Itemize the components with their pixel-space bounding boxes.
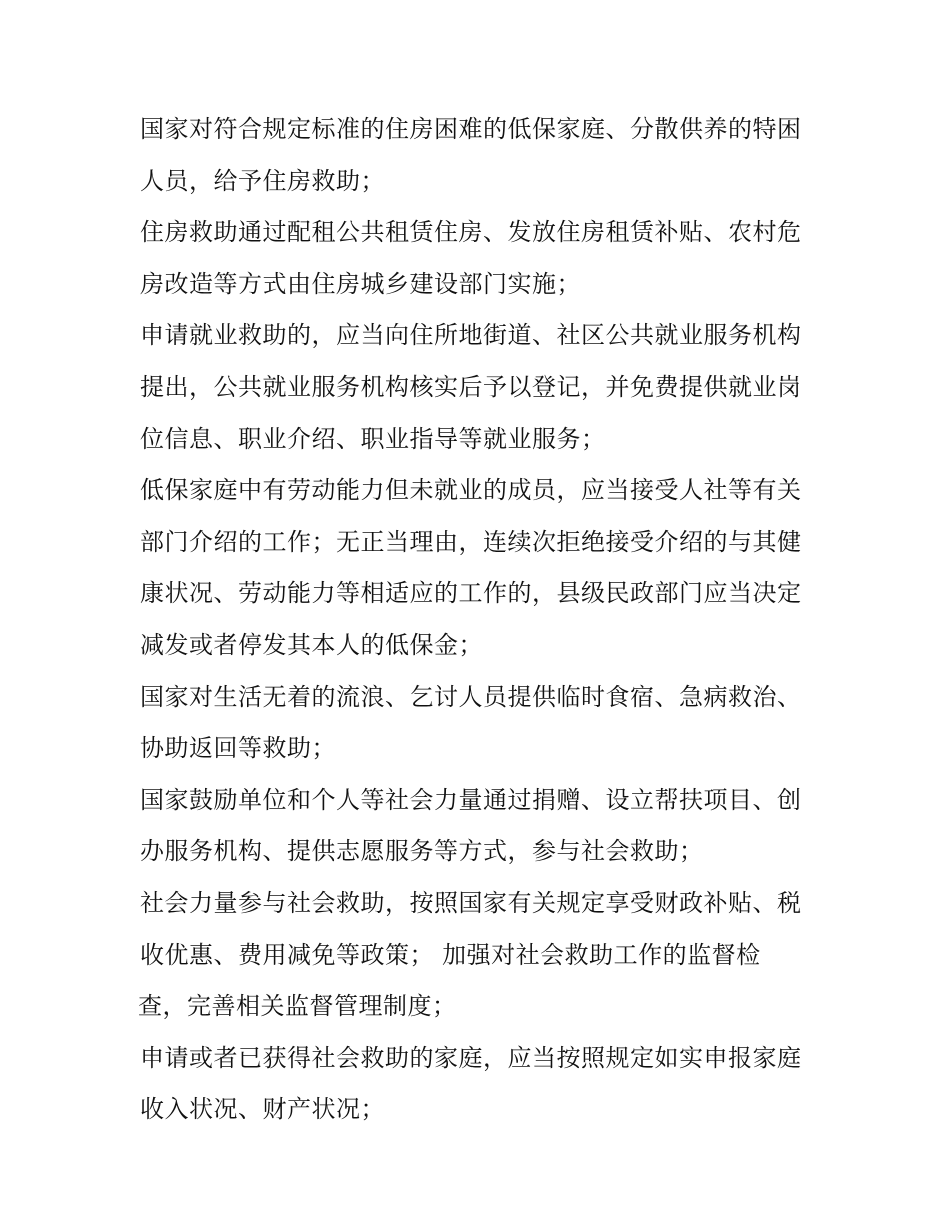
text-line-10: 康状况、劳动能力等相适应的工作的，县级民政部门应当决定 (140, 579, 802, 608)
text-line-2: 人员，给予住房救助； (140, 166, 385, 195)
text-line-11: 减发或者停发其本人的低保金； (140, 630, 483, 659)
text-line-13: 协助返回等救助； (140, 734, 336, 763)
text-line-5: 申请就业救助的，应当向住所地街道、社区公共就业服务机构 (140, 321, 802, 350)
text-line-7: 位信息、职业介绍、职业指导等就业服务； (140, 424, 606, 453)
text-line-14: 国家鼓励单位和个人等社会力量通过捐赠、设立帮扶项目、创 (140, 785, 802, 814)
text-line-15: 办服务机构、提供志愿服务等方式，参与社会救助； (140, 837, 704, 866)
text-line-12: 国家对生活无着的流浪、乞讨人员提供临时食宿、急病救治、 (140, 682, 802, 711)
text-line-6: 提出，公共就业服务机构核实后予以登记，并免费提供就业岗 (140, 372, 802, 401)
text-line-3: 住房救助通过配租公共租赁住房、发放住房租赁补贴、农村危 (140, 218, 802, 247)
text-line-19: 申请或者已获得社会救助的家庭，应当按照规定如实申报家庭 (140, 1043, 802, 1072)
text-line-9: 部门介绍的工作；无正当理由，连续次拒绝接受介绍的与其健 (140, 527, 802, 556)
document-body (140, 104, 820, 1136)
text-line-18: 查，完善相关监督管理制度； (138, 992, 457, 1021)
text-line-8: 低保家庭中有劳动能力但未就业的成员，应当接受人社等有关 (140, 476, 802, 505)
text-line-16: 社会力量参与社会救助，按照国家有关规定享受财政补贴、税 (140, 888, 802, 917)
text-line-4: 房改造等方式由住房城乡建设部门实施； (140, 269, 581, 298)
text-line-20: 收入状况、财产状况； (140, 1095, 385, 1124)
text-line-17: 收优惠、费用减免等政策； 加强对社会救助工作的监督检 (140, 940, 761, 969)
text-line-1: 国家对符合规定标准的住房困难的低保家庭、分散供养的特困 (140, 115, 802, 143)
